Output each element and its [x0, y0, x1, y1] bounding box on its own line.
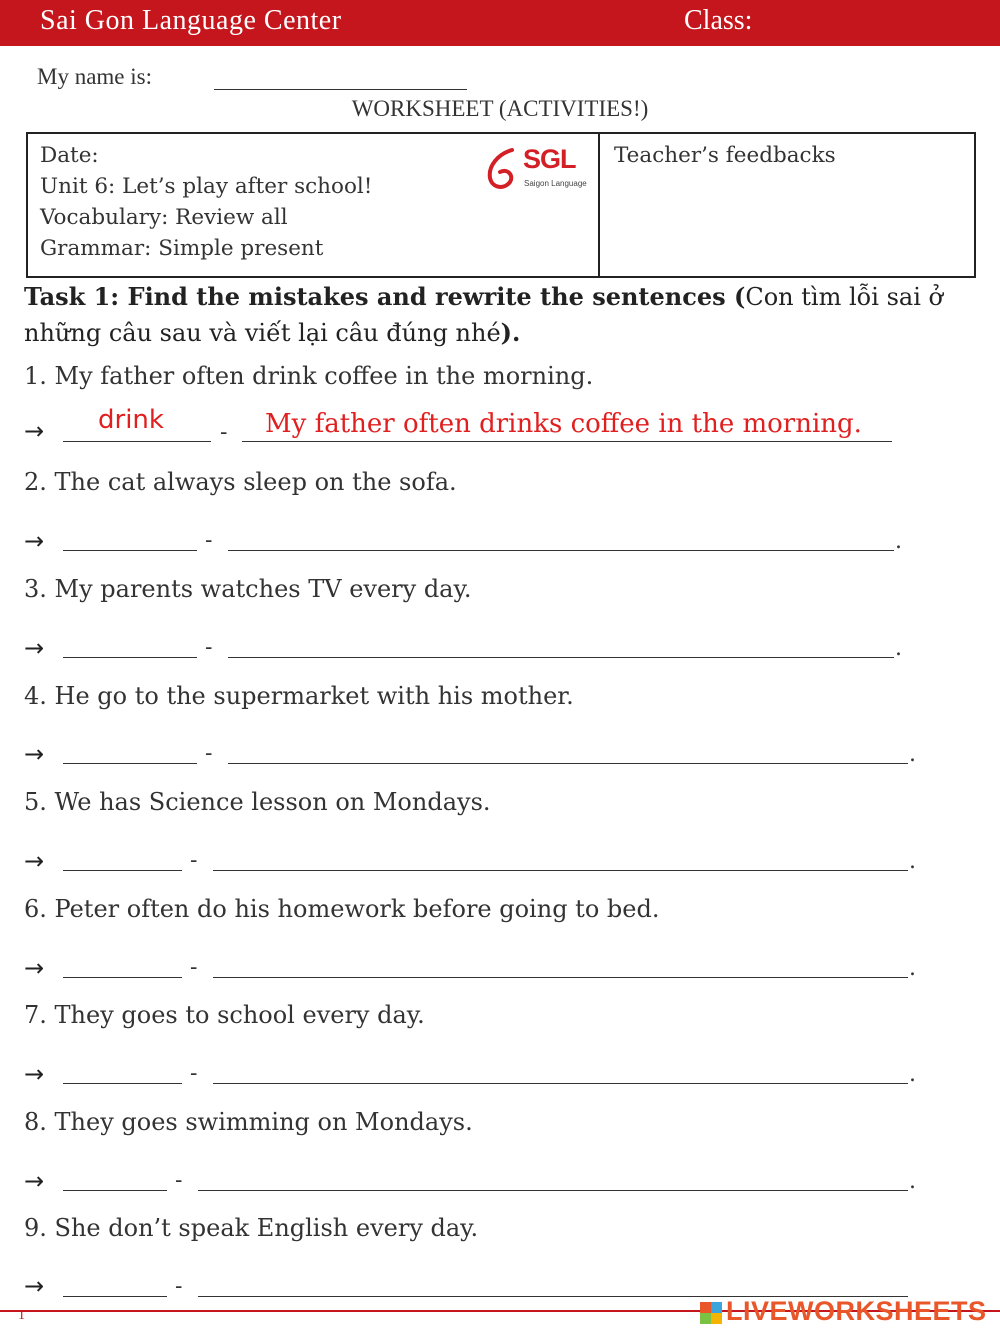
mistake-blank[interactable] — [63, 977, 182, 978]
task-title — [24, 279, 964, 351]
period: . — [909, 849, 916, 874]
period: . — [895, 529, 902, 554]
sentence-item: 9. She don’t speak English every day. — [24, 1214, 479, 1242]
sgl-swirl-icon — [484, 146, 524, 192]
sentence-item: 7. They goes to school every day. — [24, 1001, 425, 1029]
info-left-cell — [28, 134, 600, 276]
separator-dash: - — [190, 848, 198, 873]
info-table — [26, 132, 976, 278]
correction-blank[interactable] — [213, 977, 908, 978]
correction-blank[interactable] — [213, 870, 908, 871]
separator-dash: - — [175, 1274, 183, 1299]
period: . — [909, 956, 916, 981]
sentence-item: 2. The cat always sleep on the sofa. — [24, 468, 457, 496]
arrow-icon: → — [24, 1060, 45, 1088]
sentence-item: 4. He go to the supermarket with his mother. — [24, 682, 574, 710]
center-name: Sai Gon Language Center — [40, 5, 342, 36]
sentence-item: 5. We has Science lesson on Mondays. — [24, 788, 491, 816]
liveworksheets-icon — [700, 1302, 722, 1324]
mistake-blank[interactable] — [63, 1190, 167, 1191]
worksheet-title: WORKSHEET (ACTIVITIES!) — [351, 96, 649, 121]
answer-mistake-word[interactable]: drink — [98, 405, 164, 435]
unit-label: Unit 6: Let’s play after school! — [40, 174, 373, 199]
class-label: Class: — [684, 5, 753, 36]
period: . — [909, 742, 916, 767]
logo-subtext: Saigon Language — [524, 179, 587, 188]
arrow-icon: → — [24, 1167, 45, 1195]
separator-dash: - — [205, 635, 213, 660]
correction-blank[interactable] — [228, 763, 908, 764]
sgl-logo — [484, 144, 587, 198]
separator-dash: - — [220, 420, 228, 445]
correction-blank[interactable] — [228, 657, 894, 658]
task-title-close: ). — [500, 318, 521, 347]
vocabulary-label: Vocabulary: Review all — [40, 205, 288, 230]
mistake-blank[interactable] — [63, 550, 197, 551]
correction-blank[interactable] — [242, 441, 892, 442]
mistake-blank[interactable] — [63, 657, 197, 658]
arrow-icon: → — [24, 527, 45, 555]
sentence-item: 3. My parents watches TV every day. — [24, 575, 472, 603]
sentence-item: 1. My father often drink coffee in the morning. — [24, 362, 594, 390]
correction-blank[interactable] — [198, 1190, 908, 1191]
mistake-blank[interactable] — [63, 1083, 182, 1084]
mistake-blank[interactable] — [63, 1296, 167, 1297]
mistake-blank[interactable] — [63, 870, 182, 871]
separator-dash: - — [205, 528, 213, 553]
arrow-icon: → — [24, 847, 45, 875]
arrow-icon: → — [24, 634, 45, 662]
sentence-item: 8. They goes swimming on Mondays. — [24, 1108, 473, 1136]
page-number: 1 — [18, 1308, 25, 1323]
task-title-vietnamese: Con tìm lỗi sai ở những câu sau và viết lại câu đúng nhé — [24, 283, 943, 347]
task-title-bold: Task 1: Find the mistakes and rewrite the sentences ( — [24, 282, 746, 311]
arrow-icon: → — [24, 1272, 45, 1300]
date-label: Date: — [40, 143, 99, 168]
separator-dash: - — [190, 955, 198, 980]
correction-blank[interactable] — [213, 1083, 908, 1084]
logo-text: SGL — [523, 144, 576, 174]
arrow-icon: → — [24, 954, 45, 982]
separator-dash: - — [205, 741, 213, 766]
period: . — [895, 636, 902, 661]
answer-corrected-sentence[interactable]: My father often drinks coffee in the morning. — [265, 409, 862, 439]
header-bar — [0, 0, 1000, 46]
period: . — [909, 1062, 916, 1087]
separator-dash: - — [190, 1061, 198, 1086]
mistake-blank[interactable] — [63, 763, 197, 764]
grammar-label: Grammar: Simple present — [40, 236, 324, 261]
teacher-feedback-label: Teacher’s feedbacks — [614, 143, 836, 168]
arrow-icon: → — [24, 417, 45, 445]
mistake-blank[interactable] — [63, 441, 211, 442]
arrow-icon: → — [24, 740, 45, 768]
period: . — [909, 1169, 916, 1194]
name-label: My name is: — [37, 64, 152, 89]
liveworksheets-logo[interactable]: LIVEWORKSHEETS — [726, 1296, 987, 1326]
correction-blank[interactable] — [228, 550, 894, 551]
name-input-line[interactable] — [214, 89, 467, 90]
sentence-item: 6. Peter often do his homework before going to bed. — [24, 895, 660, 923]
separator-dash: - — [175, 1168, 183, 1193]
